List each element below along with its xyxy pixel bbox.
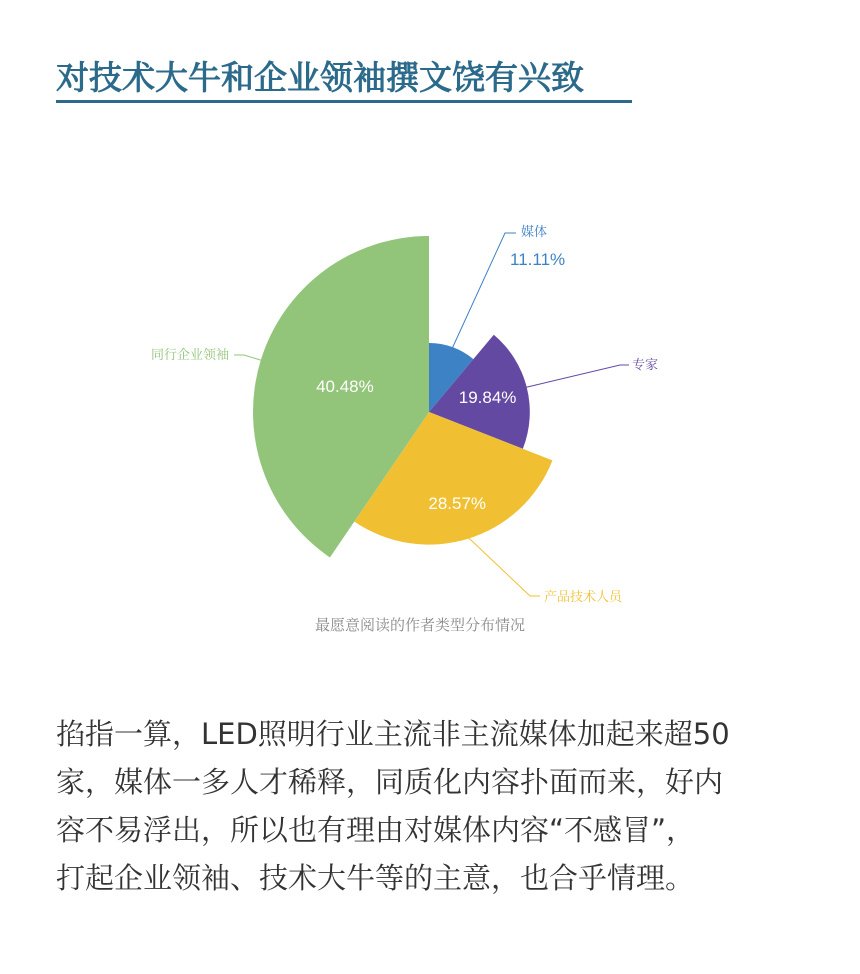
body-line: 容不易浮出，所以也有理由对媒体内容“不感冒”， <box>56 813 696 847</box>
leader-line <box>525 365 629 388</box>
page-title: 对技术大牛和企业领袖撰文饶有兴致 <box>56 58 584 97</box>
leader-line <box>452 233 516 349</box>
leader-line <box>468 537 541 596</box>
slice-value-label: 28.57% <box>428 494 487 514</box>
slice-label: 产品技术人员 <box>544 589 623 604</box>
body-line: 掐指一算，LED照明行业主流非主流媒体加起来超50 <box>56 717 730 751</box>
slice-value-label: 11.11% <box>510 250 566 269</box>
body-line: 打起企业领袖、技术大牛等的主意，也合乎情理。 <box>56 861 695 895</box>
slice-label: 媒体 <box>521 224 548 239</box>
slice-value-label: 19.84% <box>458 388 517 408</box>
slice-label: 同行企业领袖 <box>150 347 229 362</box>
leader-line <box>234 355 263 361</box>
chart-caption: 最愿意阅读的作者类型分布情况 <box>314 616 525 634</box>
slice-label: 专家 <box>632 357 659 372</box>
body-line: 家，媒体一多人才稀释，同质化内容扑面而来，好内 <box>56 765 724 799</box>
slice-value-label: 40.48% <box>316 377 374 397</box>
body-paragraph <box>56 710 816 902</box>
